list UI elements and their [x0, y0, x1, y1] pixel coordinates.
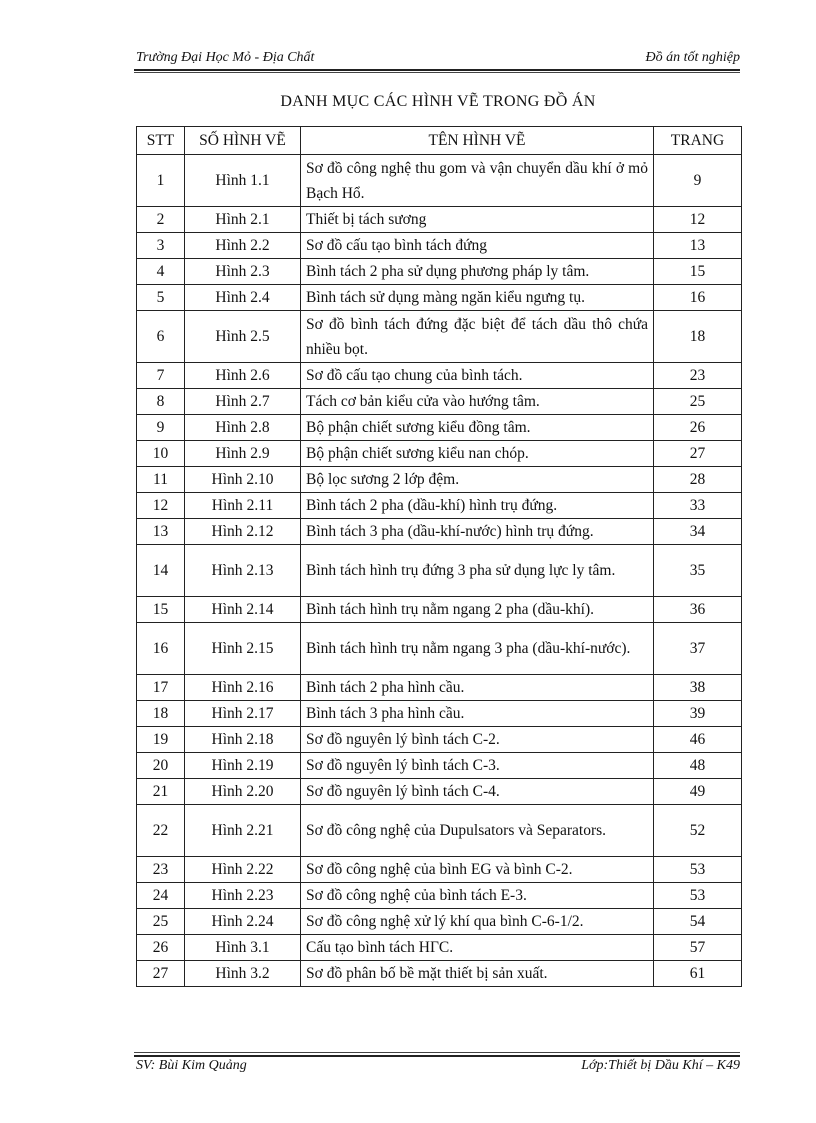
- cell-figure-name: Bình tách 2 pha hình cầu.: [301, 675, 654, 701]
- cell-stt: 1: [137, 155, 185, 207]
- table-row: [137, 389, 742, 415]
- header-rule: [134, 69, 740, 71]
- table-row: [137, 415, 742, 441]
- cell-figure-name: Sơ đồ nguyên lý bình tách C-4.: [301, 779, 654, 805]
- col-header-stt: STT: [137, 127, 185, 155]
- cell-figure-number: Hình 2.18: [185, 727, 301, 753]
- cell-page: 23: [654, 363, 742, 389]
- cell-figure-name: Bình tách hình trụ đứng 3 pha sử dụng lực ly tâm.: [301, 545, 654, 597]
- cell-page: 46: [654, 727, 742, 753]
- cell-figure-number: Hình 2.13: [185, 545, 301, 597]
- table-row: [137, 545, 742, 597]
- cell-figure-name: Sơ đồ cấu tạo chung của bình tách.: [301, 363, 654, 389]
- col-header-figure-name: TÊN HÌNH VẼ: [301, 127, 654, 155]
- cell-figure-number: Hình 2.4: [185, 285, 301, 311]
- cell-figure-name: Bình tách hình trụ nằm ngang 3 pha (dầu-khí-nước).: [301, 623, 654, 675]
- figure-list-table: [136, 126, 742, 987]
- cell-figure-number: Hình 2.9: [185, 441, 301, 467]
- cell-figure-name: Sơ đồ công nghệ của Dupulsators và Separators.: [301, 805, 654, 857]
- cell-stt: 24: [137, 883, 185, 909]
- cell-figure-number: Hình 2.16: [185, 675, 301, 701]
- cell-page: 48: [654, 753, 742, 779]
- header-rule-thin: [134, 72, 740, 73]
- cell-figure-number: Hình 2.7: [185, 389, 301, 415]
- page-header: [136, 50, 740, 66]
- table-row: [137, 909, 742, 935]
- cell-page: 54: [654, 909, 742, 935]
- table-row: [137, 779, 742, 805]
- table-row: [137, 961, 742, 987]
- cell-figure-name: Sơ đồ nguyên lý bình tách C-3.: [301, 753, 654, 779]
- cell-stt: 8: [137, 389, 185, 415]
- cell-figure-number: Hình 2.22: [185, 857, 301, 883]
- cell-figure-name: Sơ đồ công nghệ của bình EG và bình C-2.: [301, 857, 654, 883]
- table-row: [137, 623, 742, 675]
- cell-stt: 25: [137, 909, 185, 935]
- cell-stt: 23: [137, 857, 185, 883]
- cell-figure-name: Tách cơ bản kiểu cửa vào hướng tâm.: [301, 389, 654, 415]
- cell-figure-number: Hình 2.21: [185, 805, 301, 857]
- cell-page: 15: [654, 259, 742, 285]
- cell-stt: 27: [137, 961, 185, 987]
- cell-page: 16: [654, 285, 742, 311]
- cell-stt: 26: [137, 935, 185, 961]
- table-row: [137, 701, 742, 727]
- cell-stt: 6: [137, 311, 185, 363]
- cell-page: 34: [654, 519, 742, 545]
- cell-figure-name: Cấu tạo bình tách HГC.: [301, 935, 654, 961]
- cell-figure-number: Hình 2.24: [185, 909, 301, 935]
- table-row: [137, 493, 742, 519]
- cell-page: 28: [654, 467, 742, 493]
- cell-figure-name: Bình tách sử dụng màng ngăn kiểu ngưng tụ.: [301, 285, 654, 311]
- cell-page: 39: [654, 701, 742, 727]
- cell-figure-name: Sơ đồ công nghệ xử lý khí qua bình C-6-1/2.: [301, 909, 654, 935]
- table-row: [137, 155, 742, 207]
- cell-stt: 22: [137, 805, 185, 857]
- table-row: [137, 805, 742, 857]
- cell-figure-name: Sơ đồ nguyên lý bình tách C-2.: [301, 727, 654, 753]
- cell-page: 9: [654, 155, 742, 207]
- cell-page: 38: [654, 675, 742, 701]
- table-row: [137, 311, 742, 363]
- cell-page: 49: [654, 779, 742, 805]
- table-row: [137, 857, 742, 883]
- cell-figure-name: Sơ đồ bình tách đứng đặc biệt để tách dầu thô chứa nhiều bọt.: [301, 311, 654, 363]
- cell-figure-name: Thiết bị tách sương: [301, 207, 654, 233]
- cell-page: 37: [654, 623, 742, 675]
- col-header-page: TRANG: [654, 127, 742, 155]
- header-doc-type: Đồ án tốt nghiệp: [645, 50, 740, 65]
- cell-figure-number: Hình 3.2: [185, 961, 301, 987]
- table-row: [137, 753, 742, 779]
- table-row: [137, 883, 742, 909]
- table-row: [137, 467, 742, 493]
- cell-stt: 12: [137, 493, 185, 519]
- cell-stt: 3: [137, 233, 185, 259]
- cell-figure-name: Sơ đồ công nghệ của bình tách E-3.: [301, 883, 654, 909]
- header-school: Trường Đại Học Mỏ - Địa Chất: [136, 50, 315, 65]
- cell-figure-name: Bộ phận chiết sương kiểu đồng tâm.: [301, 415, 654, 441]
- table-header-row: [137, 127, 742, 155]
- cell-figure-number: Hình 2.23: [185, 883, 301, 909]
- cell-page: 18: [654, 311, 742, 363]
- cell-page: 57: [654, 935, 742, 961]
- cell-page: 53: [654, 857, 742, 883]
- cell-figure-name: Bình tách hình trụ nằm ngang 2 pha (dầu-khí).: [301, 597, 654, 623]
- cell-page: 12: [654, 207, 742, 233]
- table-row: [137, 233, 742, 259]
- cell-figure-name: Bộ lọc sương 2 lớp đệm.: [301, 467, 654, 493]
- cell-page: 25: [654, 389, 742, 415]
- cell-page: 52: [654, 805, 742, 857]
- cell-page: 35: [654, 545, 742, 597]
- footer-student: SV: Bùi Kim Quảng: [136, 1058, 247, 1073]
- cell-figure-name: Bình tách 3 pha hình cầu.: [301, 701, 654, 727]
- cell-stt: 13: [137, 519, 185, 545]
- table-row: [137, 675, 742, 701]
- cell-stt: 7: [137, 363, 185, 389]
- table-row: [137, 259, 742, 285]
- cell-page: 27: [654, 441, 742, 467]
- cell-stt: 21: [137, 779, 185, 805]
- cell-stt: 4: [137, 259, 185, 285]
- cell-figure-number: Hình 2.19: [185, 753, 301, 779]
- cell-stt: 19: [137, 727, 185, 753]
- cell-page: 33: [654, 493, 742, 519]
- col-header-figure-number: SỐ HÌNH VẼ: [185, 127, 301, 155]
- cell-figure-name: Bình tách 2 pha sử dụng phương pháp ly tâm.: [301, 259, 654, 285]
- cell-stt: 9: [137, 415, 185, 441]
- cell-figure-number: Hình 2.6: [185, 363, 301, 389]
- cell-figure-number: Hình 2.3: [185, 259, 301, 285]
- page-title: DANH MỤC CÁC HÌNH VẼ TRONG ĐỒ ÁN: [280, 93, 596, 110]
- footer-class: Lớp:Thiết bị Dầu Khí – K49: [581, 1058, 740, 1073]
- table-row: [137, 727, 742, 753]
- cell-stt: 14: [137, 545, 185, 597]
- cell-figure-number: Hình 2.2: [185, 233, 301, 259]
- table-row: [137, 597, 742, 623]
- page-footer: [136, 1058, 740, 1074]
- cell-page: 36: [654, 597, 742, 623]
- cell-stt: 17: [137, 675, 185, 701]
- cell-figure-number: Hình 2.5: [185, 311, 301, 363]
- cell-figure-number: Hình 2.15: [185, 623, 301, 675]
- cell-stt: 11: [137, 467, 185, 493]
- cell-stt: 18: [137, 701, 185, 727]
- cell-figure-number: Hình 3.1: [185, 935, 301, 961]
- cell-figure-name: Bộ phận chiết sương kiểu nan chóp.: [301, 441, 654, 467]
- cell-stt: 20: [137, 753, 185, 779]
- cell-page: 13: [654, 233, 742, 259]
- cell-figure-name: Bình tách 3 pha (dầu-khí-nước) hình trụ đứng.: [301, 519, 654, 545]
- cell-figure-name: Sơ đồ cấu tạo bình tách đứng: [301, 233, 654, 259]
- cell-figure-number: Hình 2.12: [185, 519, 301, 545]
- cell-figure-number: Hình 2.1: [185, 207, 301, 233]
- cell-figure-number: Hình 2.20: [185, 779, 301, 805]
- table-row: [137, 285, 742, 311]
- cell-page: 26: [654, 415, 742, 441]
- cell-figure-number: Hình 2.11: [185, 493, 301, 519]
- cell-figure-number: Hình 2.17: [185, 701, 301, 727]
- cell-stt: 16: [137, 623, 185, 675]
- cell-page: 61: [654, 961, 742, 987]
- cell-figure-number: Hình 2.8: [185, 415, 301, 441]
- footer-rule-thin: [134, 1052, 740, 1053]
- cell-figure-number: Hình 2.14: [185, 597, 301, 623]
- cell-figure-number: Hình 2.10: [185, 467, 301, 493]
- cell-page: 53: [654, 883, 742, 909]
- table-row: [137, 363, 742, 389]
- cell-figure-name: Sơ đồ phân bố bề mặt thiết bị sản xuất.: [301, 961, 654, 987]
- cell-stt: 5: [137, 285, 185, 311]
- cell-figure-name: Bình tách 2 pha (dầu-khí) hình trụ đứng.: [301, 493, 654, 519]
- cell-stt: 15: [137, 597, 185, 623]
- table-row: [137, 935, 742, 961]
- footer-rule: [134, 1055, 740, 1057]
- cell-stt: 10: [137, 441, 185, 467]
- table-row: [137, 207, 742, 233]
- cell-figure-number: Hình 1.1: [185, 155, 301, 207]
- table-row: [137, 519, 742, 545]
- table-row: [137, 441, 742, 467]
- cell-stt: 2: [137, 207, 185, 233]
- cell-figure-name: Sơ đồ công nghệ thu gom và vận chuyển dầu khí ở mỏ Bạch Hổ.: [301, 155, 654, 207]
